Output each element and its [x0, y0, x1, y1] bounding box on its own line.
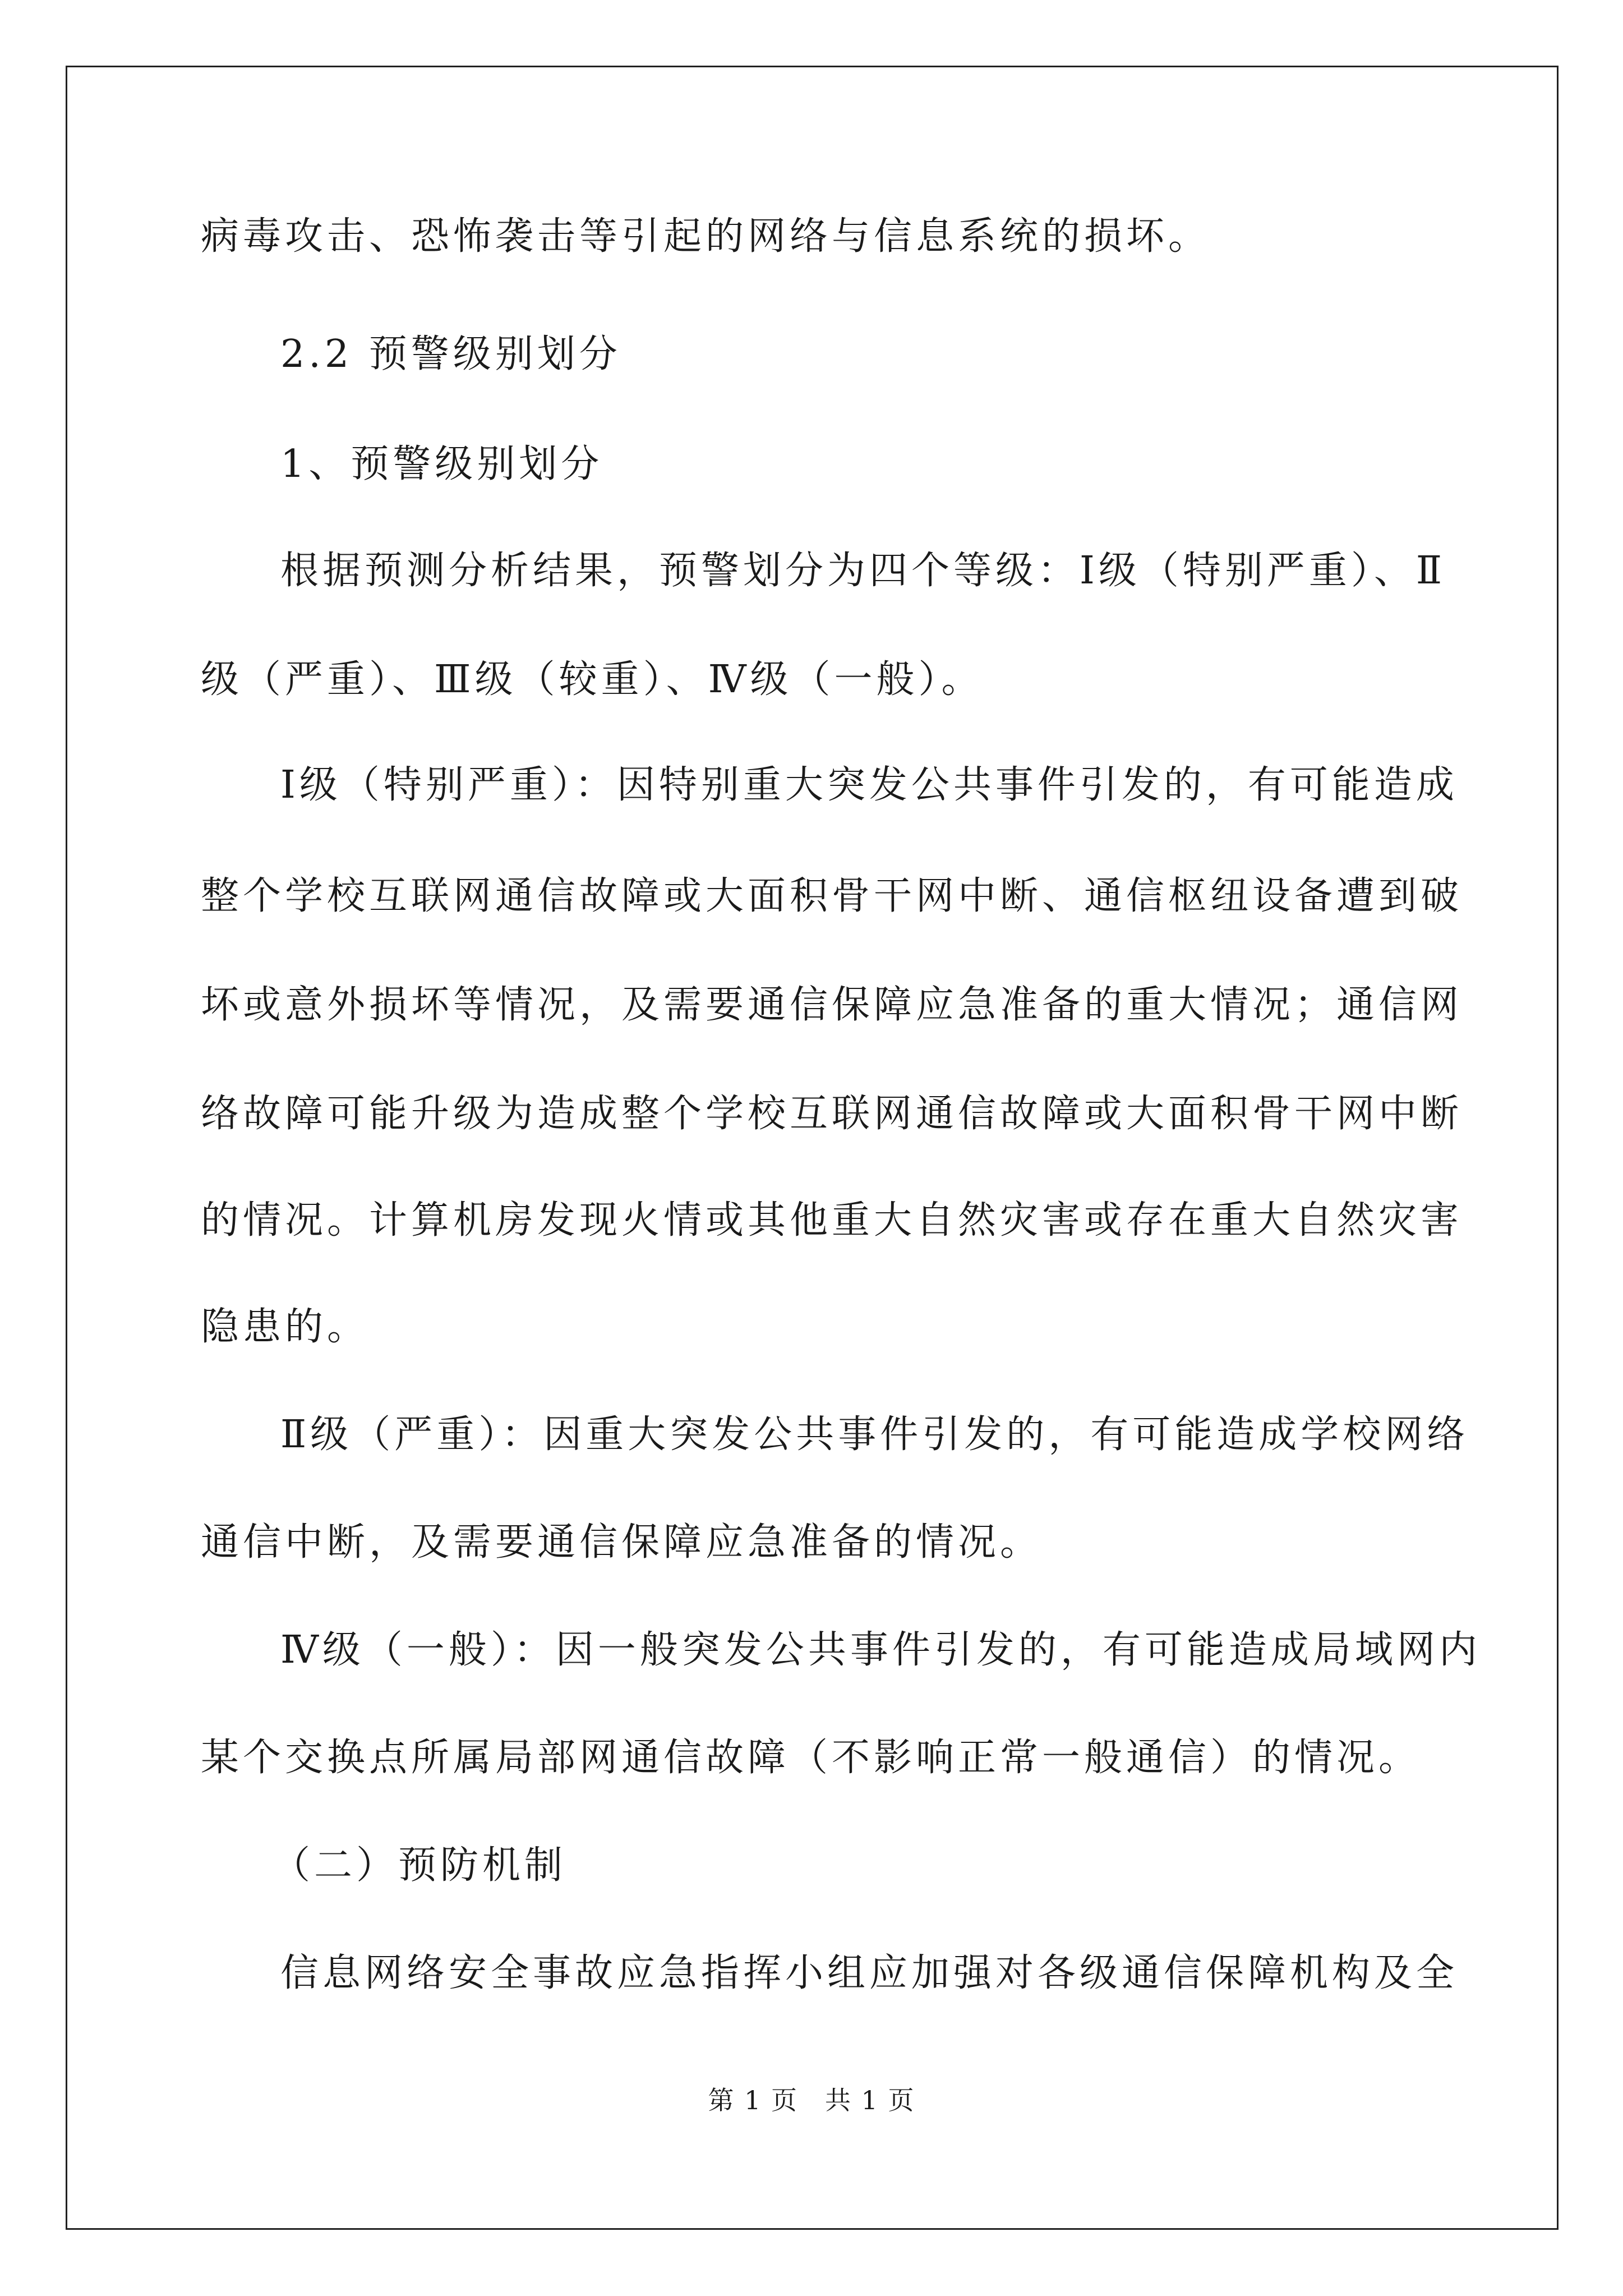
body-text-line: 络故障可能升级为造成整个学校互联网通信故障或大面积骨干网中断	[201, 1092, 1463, 1136]
page-border	[66, 66, 1559, 2230]
subsection-heading: 1、预警级别划分	[280, 442, 603, 486]
body-text-line: 通信中断，及需要通信保障应急准备的情况。	[201, 1520, 1043, 1565]
body-text-line: Ⅰ级（特别严重）：因特别重大突发公共事件引发的，有可能造成	[280, 763, 1458, 807]
body-text-line: 的情况。计算机房发现火情或其他重大自然灾害或存在重大自然灾害	[201, 1198, 1463, 1243]
section-heading: 2.2 预警级别划分	[280, 332, 621, 376]
body-text-line: 病毒攻击、恐怖袭击等引起的网络与信息系统的损坏。	[201, 214, 1211, 259]
body-text-line: 坏或意外损坏等情况，及需要通信保障应急准备的重大情况；通信网	[201, 983, 1463, 1027]
body-text-line: 整个学校互联网通信故障或大面积骨干网中断、通信枢纽设备遭到破	[201, 874, 1463, 918]
body-text-line: 级（严重）、Ⅲ级（较重）、Ⅳ级（一般）。	[201, 657, 984, 702]
page-footer: 第 1 页 共 1 页	[708, 2085, 915, 2115]
body-text-line: 信息网络安全事故应急指挥小组应加强对各级通信保障机构及全	[280, 1951, 1459, 1995]
body-text-line: 某个交换点所属局部网通信故障（不影响正常一般通信）的情况。	[201, 1736, 1421, 1780]
body-text-line: 根据预测分析结果，预警划分为四个等级：Ⅰ级（特别严重）、Ⅱ	[280, 549, 1446, 593]
body-text-line: 隐患的。	[201, 1305, 370, 1349]
body-text-line: Ⅳ级（一般）：因一般突发公共事件引发的，有可能造成局域网内	[280, 1628, 1481, 1672]
body-text-line: Ⅱ级（严重）：因重大突发公共事件引发的，有可能造成学校网络	[280, 1412, 1469, 1457]
section-heading: （二）预防机制	[272, 1843, 567, 1888]
